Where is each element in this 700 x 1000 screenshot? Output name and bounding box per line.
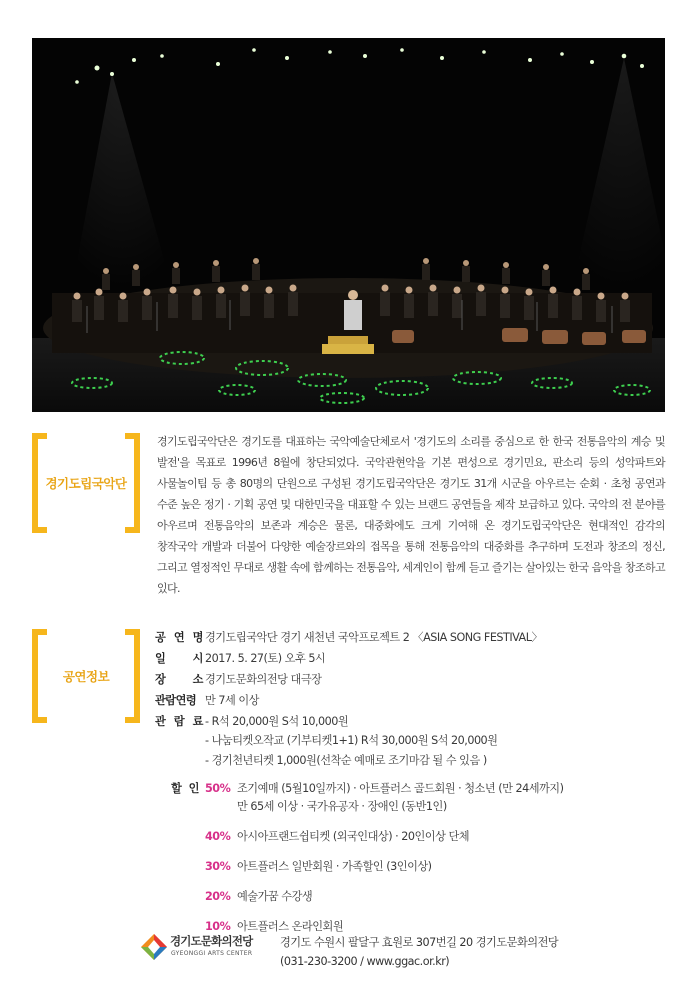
footer-contact bbox=[280, 933, 558, 971]
row-label: 장 소 bbox=[155, 672, 203, 686]
performance-title: 경기도립국악단 경기 새천년 국악프로젝트 2 〈ASIA SONG FESTIVAL〉 bbox=[205, 630, 543, 644]
concert-photo-illustration bbox=[32, 38, 665, 412]
discount-desc: 아트플러스 일반회원 · 가족할인 (3인이상) bbox=[237, 860, 432, 873]
price-line: - 경기천년티켓 1,000원(선착순 예매로 조기마감 될 수 있음 ) bbox=[205, 754, 487, 767]
ggac-logo-icon bbox=[140, 933, 168, 961]
discount-item bbox=[205, 780, 563, 816]
discount-percent: 50% bbox=[205, 782, 231, 795]
discount-desc: 만 65세 이상 · 국가유공자 · 장애인 (동반1인) bbox=[237, 800, 447, 813]
footer-address: 경기도 수원시 팔달구 효원로 307번길 20 경기도문화의전당 bbox=[280, 936, 559, 949]
discount-item bbox=[205, 828, 563, 846]
row-label: 할 인 bbox=[171, 782, 199, 795]
price-line: - R석 20,000원 S석 10,000원 bbox=[205, 714, 349, 728]
discount-desc: 조기예매 (5월10일까지) · 아트플러스 골드회원 · 청소년 (만 24세까지) bbox=[237, 782, 564, 795]
price-line: - 나눔티켓오작교 (기부티켓1+1) R석 30,000원 S석 20,000원 bbox=[205, 734, 498, 747]
discount-desc: 예술가꿈 수강생 bbox=[237, 890, 313, 903]
discount-percent: 30% bbox=[205, 860, 231, 873]
info-row-date bbox=[155, 647, 675, 668]
row-label: 관 람 료 bbox=[155, 714, 203, 728]
info-row-title bbox=[155, 626, 675, 647]
age-limit: 만 7세 이상 bbox=[205, 693, 259, 707]
discount-desc: 아시아프랜드쉽티켓 (외국인대상) · 20인이상 단체 bbox=[237, 830, 470, 843]
discount-percent: 20% bbox=[205, 890, 231, 903]
footer-phone-web: (031-230-3200 / www.ggac.or.kr) bbox=[280, 955, 450, 968]
info-row-price bbox=[155, 710, 675, 731]
intro-label: 경기도립국악단 bbox=[45, 476, 127, 491]
discount-percent: 40% bbox=[205, 830, 231, 843]
discount-desc: 아트플러스 온라인회원 bbox=[237, 920, 344, 933]
info-row-venue bbox=[155, 668, 675, 689]
performance-info bbox=[155, 626, 675, 948]
discount-item bbox=[205, 858, 563, 876]
logo-name: 경기도문화의전당 bbox=[170, 934, 253, 948]
discount-list bbox=[203, 780, 563, 948]
intro-paragraph: 경기도립국악단은 경기도를 대표하는 국악예술단체로서 '경기도의 소리를 중심으로 한 한국 전통음악의 계승 및 발전'을 목표로 1996년 8월에 창단되었다. 국악관현악을 기본 편성으로 경기민요, 판소리 등의 성악파트와 사물놀이팀 등 총 80명의 단원으로 구성된 경기도립국악단은 경기도 31개 시군을 아우르는 순회 · 초청 공연과 수준 높은 정기 · 기획 공연 및 대한민국을 대표할 수 있는 브랜드 공연들을 제작 보급하고 있다. 국악의 전 분야를 아우르며 전통음악의 보존과 계승은 물론, 대중화에도 크게 기여해 온 경기도립국악단은 현대적인 감각의 창작국악 개발과 더불어 다양한 예술장르와의 접목을 통해 전통음악의 대중화를 추구하며 도전과 창조의 정신, 그리고 열정적인 무대로 생활 속에 함께하는 전통음악, 세계인이 함께 듣고 즐기는 살아있는 한국 음악을 창조하고 있다. bbox=[157, 435, 665, 595]
intro-label-box bbox=[32, 433, 140, 533]
row-label: 일 시 bbox=[155, 651, 203, 665]
ggac-logo bbox=[140, 931, 280, 967]
logo-subtitle: GYEONGGI ARTS CENTER bbox=[171, 950, 253, 957]
info-row-discount bbox=[155, 780, 675, 948]
concert-photo bbox=[32, 38, 665, 412]
info-label-box bbox=[32, 629, 140, 723]
info-label: 공연정보 bbox=[62, 669, 110, 684]
row-label: 공 연 명 bbox=[155, 630, 203, 644]
performance-venue: 경기도문화의전당 대극장 bbox=[205, 672, 322, 686]
discount-item bbox=[205, 888, 563, 906]
info-row-age bbox=[155, 689, 675, 710]
row-label: 관람연령 bbox=[155, 693, 197, 707]
discount-percent: 10% bbox=[205, 920, 231, 933]
performance-date: 2017. 5. 27(토) 오후 5시 bbox=[205, 651, 326, 665]
